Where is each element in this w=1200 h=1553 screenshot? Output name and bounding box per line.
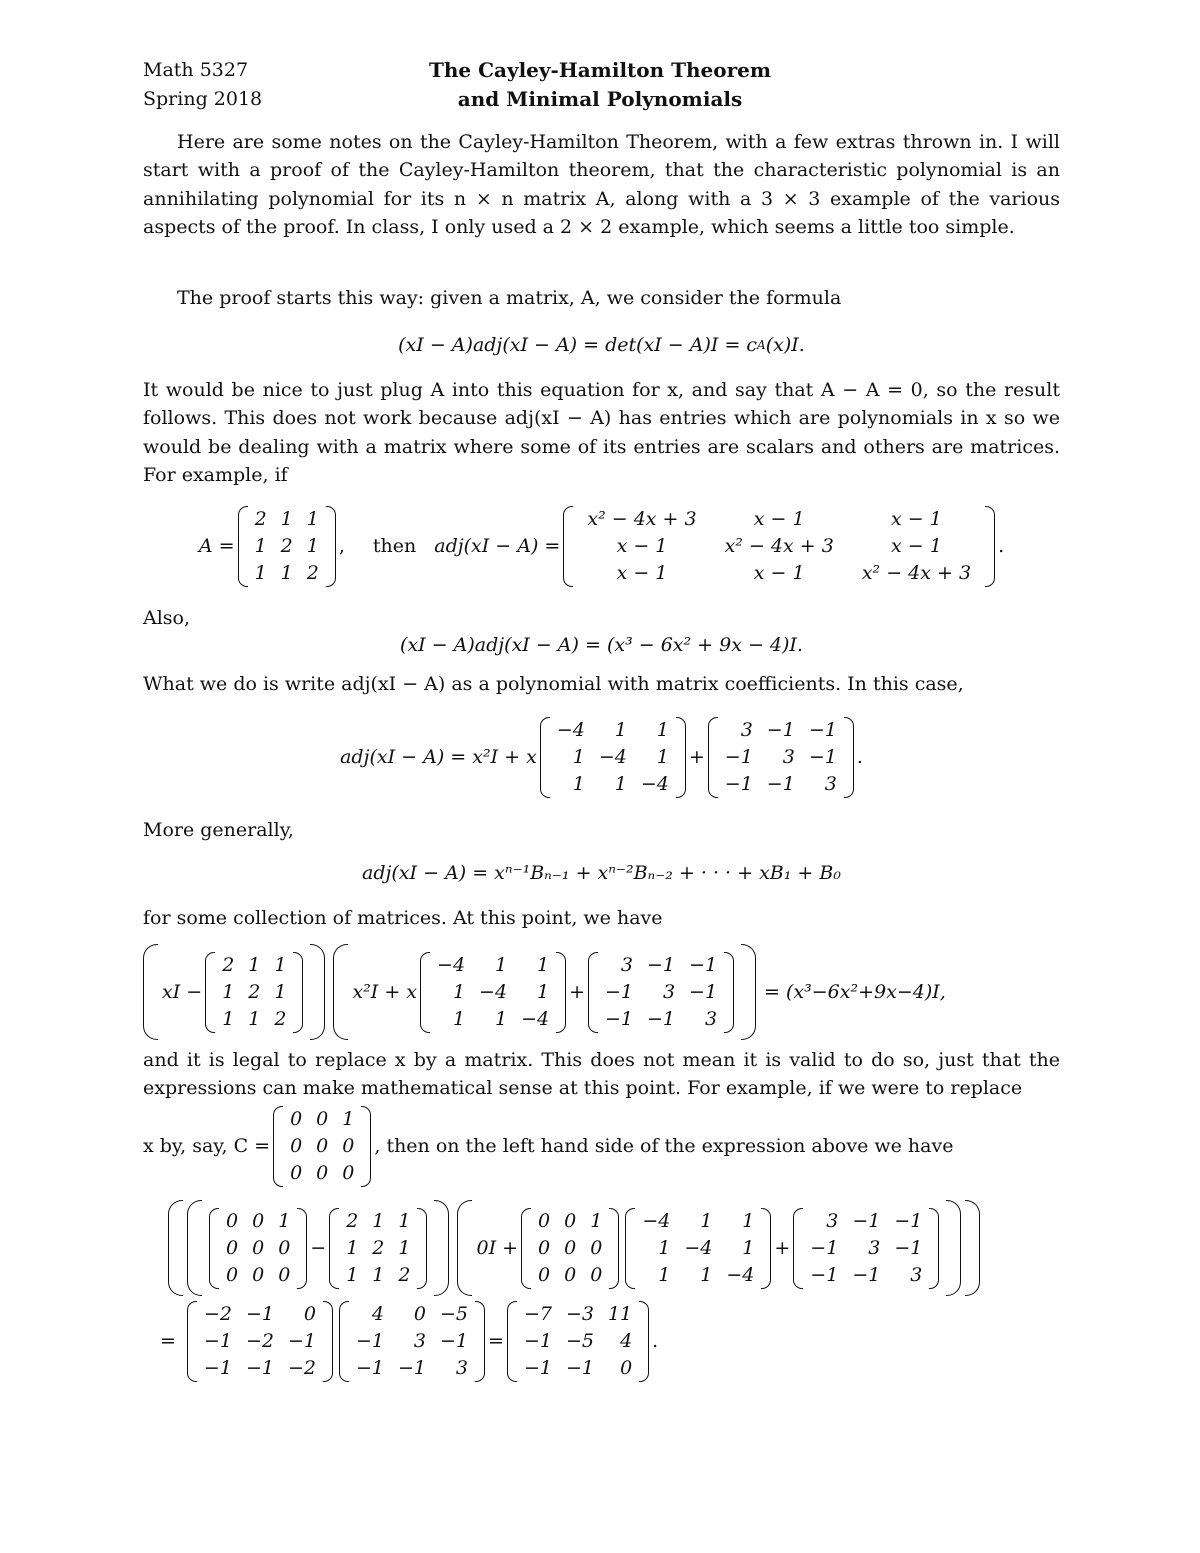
matrix-entry: 1 — [656, 718, 669, 741]
matrix-entry: 1 — [274, 953, 287, 976]
matrix-entry: 0 — [226, 1209, 239, 1232]
matrix-entry: 1 — [614, 718, 627, 741]
matrix-entry: −1 — [605, 1007, 634, 1030]
matrix-entry: 0 — [620, 1356, 633, 1379]
right-paren — [724, 952, 734, 1033]
right-paren — [676, 717, 686, 798]
matrix-entry: 1 — [222, 980, 235, 1003]
A-label: A = — [198, 535, 235, 557]
right-paren — [326, 506, 336, 587]
matrix-entry: 0 — [316, 1107, 329, 1130]
matrix-entry: −4 — [437, 953, 466, 976]
left-paren — [205, 952, 215, 1033]
right-paren — [985, 506, 995, 587]
collection-paragraph: for some collection of matrices. At this point, we have — [143, 907, 663, 929]
matrix-entry: −1 — [440, 1329, 469, 1352]
equation-product — [143, 944, 1060, 1040]
big-right-paren — [434, 1200, 449, 1296]
matrix-entry: 1 — [346, 1263, 359, 1286]
matrix-entry: −1 — [245, 1302, 274, 1325]
matrix-entry: −1 — [810, 1263, 839, 1286]
matrix-entry: 0 — [290, 1107, 303, 1130]
left-paren — [329, 1208, 339, 1289]
matrix-F — [507, 1301, 649, 1382]
matrix-entry: 1 — [280, 507, 293, 530]
eq6-x2I: x²I + x — [352, 981, 418, 1003]
matrix-entry: 1 — [372, 1263, 385, 1286]
matrix-B1-repeat — [420, 952, 566, 1033]
matrix-entry: −1 — [523, 1356, 552, 1379]
matrix-entry: 4 — [371, 1302, 384, 1325]
matrix-entry: 0 — [564, 1209, 577, 1232]
big-right-paren — [741, 944, 756, 1040]
big-right-paren — [965, 1200, 980, 1296]
matrix-entry: 1 — [536, 980, 550, 1003]
eq7-0I: 0I + — [476, 1237, 519, 1259]
matrix-entry: 1 — [742, 1236, 755, 1259]
matrix-entry: 1 — [254, 534, 267, 557]
matrix-entry: 1 — [700, 1263, 713, 1286]
matrix-entry: 1 — [658, 1263, 671, 1286]
matrix-entry: 2 — [306, 561, 319, 584]
matrix-E — [339, 1301, 485, 1382]
matrix-entry: 2 — [222, 953, 235, 976]
matrix-entry: 0 — [290, 1134, 303, 1157]
right-paren — [293, 952, 303, 1033]
matrix-entry: −5 — [440, 1302, 469, 1325]
matrix-entry: 1 — [248, 1007, 261, 1030]
matrix-entry: 0 — [226, 1263, 239, 1286]
matrix-adj — [563, 506, 995, 587]
matrix-entry: 0 — [538, 1263, 551, 1286]
minus-sign: − — [310, 1237, 327, 1259]
left-paren — [588, 952, 598, 1033]
eq6-xI: xI − — [162, 981, 203, 1003]
matrix-entry: −2 — [287, 1356, 316, 1379]
matrix-entry: x² − 4x + 3 — [587, 507, 697, 530]
eq1-tail: (x)I. — [765, 334, 805, 356]
right-paren — [761, 1208, 771, 1289]
matrix-entry: −5 — [565, 1329, 594, 1352]
matrix-entry: 0 — [590, 1263, 603, 1286]
matrix-entry: x − 1 — [616, 561, 668, 584]
equation-adjugate-identity: (xI − A)adj(xI − A) = det(xI − A)I = c A (x)I. — [398, 334, 805, 356]
matrix-entry: −1 — [724, 745, 753, 768]
matrix-entry: 0 — [590, 1236, 603, 1259]
matrix-entry: −1 — [605, 980, 634, 1003]
matrix-entry: 0 — [278, 1263, 291, 1286]
eq3-text: (xI − A)adj(xI − A) = (x³ − 6x² + 9x − 4)I. — [400, 634, 803, 656]
term: Spring 2018 — [143, 88, 263, 110]
matrix-entry: −7 — [523, 1302, 552, 1325]
matrix-entry: 1 — [590, 1209, 603, 1232]
then-word: then — [372, 535, 417, 557]
matrix-entry: 3 — [413, 1329, 426, 1352]
matrix-entry: 0 — [278, 1236, 291, 1259]
matrix-entry: −4 — [726, 1263, 755, 1286]
matrix-B0-third — [793, 1208, 939, 1289]
matrix-entry: −1 — [647, 1007, 676, 1030]
matrix-entry: 4 — [620, 1329, 633, 1352]
matrix-entry: 0 — [252, 1236, 265, 1259]
matrix-entry: −1 — [245, 1356, 274, 1379]
equation-example-matrix — [143, 500, 1060, 592]
matrix-B1-third — [625, 1208, 771, 1289]
matrix-entry: −1 — [689, 953, 718, 976]
matrix-entry: 1 — [572, 745, 585, 768]
matrix-entry: −1 — [852, 1209, 881, 1232]
matrix-C-third — [521, 1208, 619, 1289]
matrix-entry: −1 — [808, 745, 837, 768]
right-paren — [361, 1106, 371, 1187]
eq6-right: = (x³−6x²+9x−4)I, — [764, 981, 946, 1003]
matrix-entry: 1 — [656, 745, 669, 768]
matrix-entry: 0 — [316, 1134, 329, 1157]
equals-sign: = — [160, 1330, 176, 1352]
matrix-entry: 0 — [303, 1302, 316, 1325]
matrix-entry: x² − 4x + 3 — [724, 534, 834, 557]
course-header — [143, 56, 262, 114]
matrix-entry: 3 — [620, 953, 634, 976]
matrix-entry: −4 — [479, 980, 508, 1003]
matrix-B0 — [708, 717, 854, 798]
matrix-entry: 1 — [494, 1007, 508, 1030]
right-paren — [844, 717, 854, 798]
matrix-entry: 0 — [226, 1236, 239, 1259]
matrix-entry: 1 — [398, 1209, 411, 1232]
matrix-entry: 2 — [398, 1263, 411, 1286]
matrix-entry: 3 — [826, 1209, 839, 1232]
matrix-entry: −1 — [808, 718, 837, 741]
matrix-entry: 0 — [538, 1209, 551, 1232]
matrix-entry: 2 — [346, 1209, 359, 1232]
matrix-C — [273, 1106, 371, 1187]
proof-start-paragraph: The proof starts this way: given a matrix, A, we consider the formula — [177, 287, 842, 309]
matrix-entry: −4 — [521, 1007, 550, 1030]
legal-paragraph: and it is legal to replace x by a matrix. This does not mean it is valid to do so, just that the expressions can make mathematical sense at this point. For example, if we were to replace — [143, 1049, 1060, 1100]
period: . — [998, 535, 1005, 557]
matrix-A-repeat — [205, 952, 303, 1033]
right-paren — [323, 1301, 333, 1382]
matrix-entry: −4 — [684, 1236, 713, 1259]
left-paren — [563, 506, 573, 587]
course-name: Math 5327 — [143, 59, 249, 81]
matrix-entry: 1 — [536, 953, 550, 976]
matrix-entry: 0 — [252, 1263, 265, 1286]
matrix-entry: −1 — [766, 718, 795, 741]
left-paren — [273, 1106, 283, 1187]
matrix-entry: −4 — [556, 718, 585, 741]
equation-general-adj — [143, 856, 1060, 890]
matrix-entry: −2 — [245, 1329, 274, 1352]
matrix-entry: −1 — [355, 1356, 384, 1379]
right-paren — [639, 1301, 649, 1382]
right-paren — [556, 952, 566, 1033]
matrix-entry: 1 — [572, 772, 585, 795]
matrix-entry: x − 1 — [891, 534, 942, 557]
matrix-entry: −1 — [689, 980, 718, 1003]
right-paren — [609, 1208, 619, 1289]
intro-paragraph: Here are some notes on the Cayley-Hamilton Theorem, with a few extras thrown in. I will start with a proof of the Cayley-Hamilton theorem, that the characteristic polynomial is an annihilating polynomial for its n × n matrix A, along with a 3 × 3 example of the various aspects of the proof. In class, I only used a 2 × 2 example, which seems a little too simple. — [143, 131, 1060, 238]
left-paren — [708, 717, 718, 798]
period: . — [652, 1330, 659, 1352]
matrix-entry: 1 — [452, 980, 466, 1003]
matrix-entry: x − 1 — [616, 534, 668, 557]
matrix-entry: x² − 4x + 3 — [861, 561, 972, 584]
matrix-entry: −1 — [894, 1209, 923, 1232]
left-paren — [540, 717, 550, 798]
matrix-entry: 3 — [662, 980, 676, 1003]
comma: , — [338, 535, 345, 557]
matrix-entry: 1 — [274, 980, 287, 1003]
matrix-entry: 0 — [564, 1263, 577, 1286]
title-line-1: The Cayley-Hamilton Theorem — [428, 58, 772, 82]
matrix-entry: 1 — [278, 1209, 291, 1232]
matrix-entry: −1 — [724, 772, 753, 795]
matrix-entry: 1 — [254, 561, 267, 584]
matrix-entry: −1 — [852, 1263, 881, 1286]
what-we-do-paragraph: What we do is write adj(xI − A) as a polynomial with matrix coefficients. In this case, — [143, 673, 964, 695]
matrix-entry: 2 — [248, 980, 261, 1003]
matrix-D — [187, 1301, 333, 1382]
matrix-B1 — [540, 717, 686, 798]
matrix-entry: −1 — [397, 1356, 426, 1379]
matrix-A — [238, 506, 336, 587]
matrix-entry: −1 — [647, 953, 676, 976]
right-paren — [475, 1301, 485, 1382]
big-right-paren — [946, 1200, 961, 1296]
matrix-entry: 1 — [306, 507, 319, 530]
equation-substitution — [168, 1200, 1085, 1296]
matrix-entry: 1 — [306, 534, 319, 557]
equals-sign: = — [488, 1330, 504, 1352]
matrix-entry: −1 — [565, 1356, 594, 1379]
matrix-entry: 2 — [254, 507, 267, 530]
eq4-left: adj(xI − A) = x²I + x — [340, 746, 537, 768]
matrix-entry: 1 — [346, 1236, 359, 1259]
plug-in-paragraph: It would be nice to just plug A into this equation for x, and say that A − A = 0, so the result follows. This does not work because adj(xI − A) has entries which are polynomials in x so we would be dealing with a matrix where some of its entries are scalars and others are matrices. For example, if — [143, 379, 1060, 486]
right-paren — [297, 1208, 307, 1289]
matrix-B0-repeat — [588, 952, 734, 1033]
matrix-entry: x − 1 — [891, 507, 942, 530]
matrix-entry: 1 — [494, 953, 508, 976]
document-title — [360, 56, 840, 114]
matrix-entry: −1 — [810, 1236, 839, 1259]
matrix-entry: 0 — [316, 1161, 329, 1184]
plus-sign: + — [688, 746, 705, 768]
matrix-entry: 0 — [252, 1209, 265, 1232]
equation-result — [160, 1296, 1077, 1386]
big-right-paren — [310, 944, 325, 1040]
left-paren — [507, 1301, 517, 1382]
period: . — [856, 746, 863, 768]
matrix-entry: 1 — [452, 1007, 466, 1030]
matrix-entry: 1 — [280, 561, 293, 584]
matrix-entry: 1 — [614, 772, 627, 795]
adj-label: adj(xI − A) = — [434, 535, 561, 557]
replace-prefix: x by, say, C = — [143, 1135, 271, 1157]
matrix-entry: 3 — [704, 1007, 718, 1030]
title-line-2: and Minimal Polynomials — [457, 87, 743, 111]
matrix-entry: 0 — [342, 1134, 355, 1157]
matrix-entry: 11 — [607, 1302, 633, 1325]
replace-suffix: , then on the left hand side of the expression above we have — [374, 1135, 954, 1157]
matrix-entry: x − 1 — [753, 561, 805, 584]
matrix-entry: −1 — [894, 1236, 923, 1259]
matrix-entry: −1 — [523, 1329, 552, 1352]
matrix-entry: −1 — [203, 1329, 232, 1352]
plus-sign: + — [774, 1237, 791, 1259]
right-paren — [417, 1208, 427, 1289]
matrix-entry: 1 — [742, 1209, 755, 1232]
left-paren — [793, 1208, 803, 1289]
matrix-entry: 1 — [372, 1209, 385, 1232]
matrix-entry: −1 — [203, 1356, 232, 1379]
matrix-entry: 0 — [538, 1236, 551, 1259]
equation-characteristic — [143, 628, 1060, 662]
matrix-entry: 3 — [824, 772, 837, 795]
matrix-C-repeat — [209, 1208, 307, 1289]
plus-sign: + — [569, 981, 585, 1003]
replace-line — [143, 1102, 1060, 1190]
matrix-entry: 1 — [658, 1236, 671, 1259]
left-paren — [521, 1208, 531, 1289]
matrix-entry: 3 — [455, 1356, 469, 1379]
big-left-paren — [457, 1200, 472, 1296]
matrix-entry: −4 — [642, 1209, 671, 1232]
big-left-paren — [187, 1200, 202, 1296]
matrix-entry: 0 — [290, 1161, 303, 1184]
more-generally-text: More generally, — [143, 819, 294, 841]
matrix-entry: 2 — [372, 1236, 385, 1259]
left-paren — [339, 1301, 349, 1382]
right-paren — [929, 1208, 939, 1289]
matrix-entry: 1 — [398, 1236, 411, 1259]
matrix-entry: 0 — [413, 1302, 426, 1325]
matrix-entry: 3 — [740, 718, 753, 741]
matrix-entry: −1 — [355, 1329, 384, 1352]
matrix-entry: −2 — [203, 1302, 232, 1325]
matrix-entry: 3 — [868, 1236, 881, 1259]
matrix-entry: 1 — [700, 1209, 713, 1232]
left-paren — [238, 506, 248, 587]
left-paren — [420, 952, 430, 1033]
matrix-entry: x − 1 — [753, 507, 805, 530]
matrix-entry: 2 — [274, 1007, 287, 1030]
matrix-entry: −4 — [598, 745, 627, 768]
matrix-entry: −3 — [565, 1302, 594, 1325]
matrix-entry: 3 — [910, 1263, 923, 1286]
big-left-paren — [333, 944, 348, 1040]
matrix-entry: 0 — [342, 1161, 355, 1184]
left-paren — [187, 1301, 197, 1382]
matrix-entry: 3 — [782, 745, 795, 768]
matrix-entry: 1 — [248, 953, 261, 976]
equation-adj-expansion — [143, 712, 1060, 802]
big-left-paren — [168, 1200, 183, 1296]
eq1-text: (xI − A)adj(xI − A) = det(xI − A)I = c — [398, 334, 758, 356]
matrix-entry: 2 — [280, 534, 293, 557]
matrix-entry: −1 — [766, 772, 795, 795]
big-left-paren — [143, 944, 158, 1040]
matrix-entry: −4 — [640, 772, 669, 795]
also-text: Also, — [143, 607, 191, 629]
matrix-A-third — [329, 1208, 427, 1289]
left-paren — [209, 1208, 219, 1289]
matrix-entry: 1 — [222, 1007, 235, 1030]
matrix-entry: 1 — [342, 1107, 355, 1130]
eq5-text: adj(xI − A) = xⁿ⁻¹Bₙ₋₁ + xⁿ⁻²Bₙ₋₂ + · · · + xB₁ + B₀ — [362, 862, 841, 884]
matrix-entry: 0 — [564, 1236, 577, 1259]
matrix-entry: −1 — [287, 1329, 316, 1352]
left-paren — [625, 1208, 635, 1289]
